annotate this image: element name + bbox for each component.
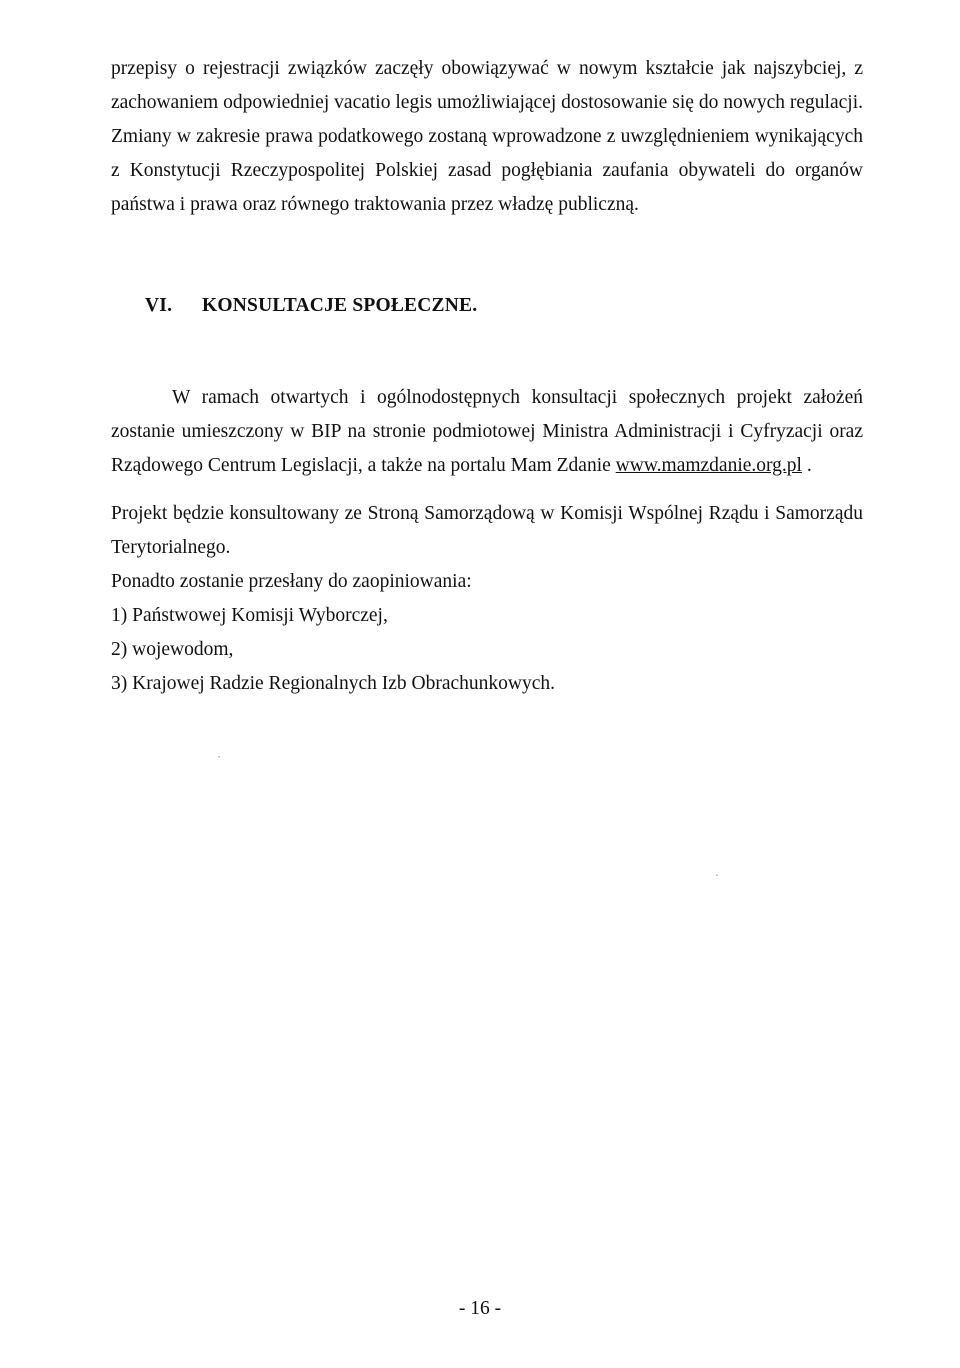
section-heading	[145, 295, 477, 317]
list-intro: Ponadto zostanie przesłany do zaopiniowania:	[111, 571, 472, 592]
paragraph-consultations	[111, 381, 863, 483]
paragraph-consultations-end: .	[801, 455, 812, 476]
mamzdanie-link[interactable]: www.mamzdanie.org.pl	[615, 455, 802, 476]
section-title: KONSULTACJE SPOŁECZNE.	[202, 295, 478, 316]
list-item: 2) wojewodom,	[111, 639, 234, 660]
paragraph-consultations-text: W ramach otwartych i ogólnodostępnych konsultacji społecznych projekt założeń zostanie umieszczony w BIP na stronie podmiotowej Ministra Administracji i Cyfryzacji oraz Rządowego Centrum Legislacji, a także na portalu Mam Zdanie	[111, 387, 863, 476]
paragraph-vacatio-legis: przepisy o rejestracji związków zaczęły obowiązywać w nowym kształcie jak najszybciej, z zachowaniem odpowiedniej vacatio legis umożliwiającej dostosowanie się do nowych regulacji. Zmiany w zakresie prawa podatkowego zostaną wprowadzone z uwzględnieniem wynikających z Konstytucji Rzeczypospolitej Polskiej zasad pogłębiania zaufania obywateli do organów państwa i prawa oraz równego traktowania przez władzę publiczną.	[111, 58, 863, 215]
list-item: 1) Państwowej Komisji Wyborczej,	[111, 605, 388, 626]
paragraph-commission: Projekt będzie konsultowany ze Stroną Samorządową w Komisji Wspólnej Rządu i Samorządu Terytorialnego.	[111, 503, 863, 558]
scan-speck	[716, 874, 718, 876]
section-number: VI.	[145, 295, 173, 316]
page-number: - 16 -	[458, 1298, 502, 1319]
scan-speck	[218, 756, 220, 758]
list-item: 3) Krajowej Radzie Regionalnych Izb Obrachunkowych.	[111, 673, 556, 694]
